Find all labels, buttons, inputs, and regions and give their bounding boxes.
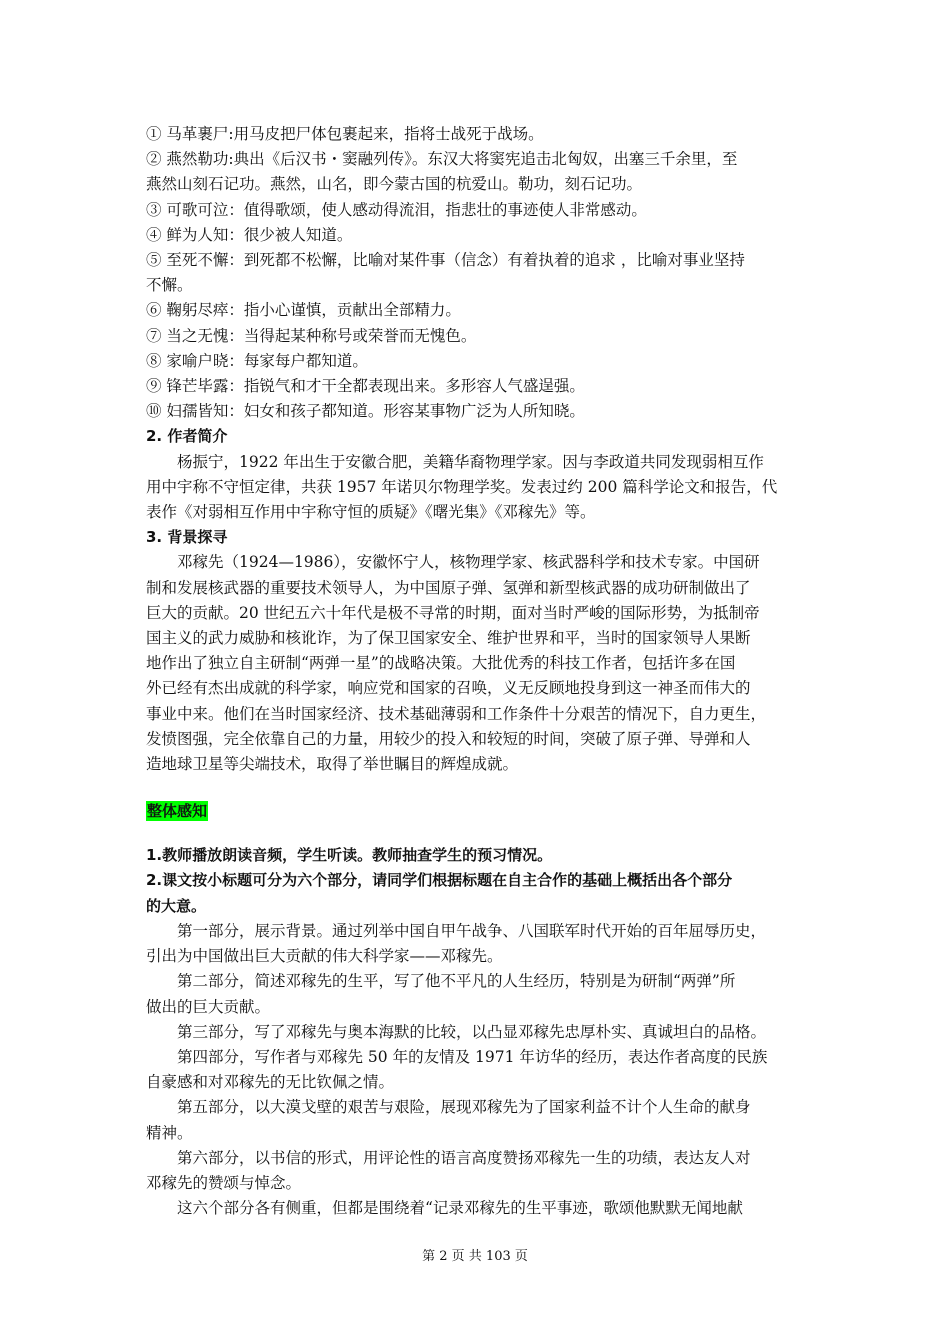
task-2 [146, 868, 818, 918]
background-line: 发愤图强，完全依靠自己的力量，用较少的投入和较短的时间，突破了原子弹、导弹和人 [146, 729, 751, 748]
part-line: 做出的巨大贡献。 [146, 997, 271, 1016]
author-line: 杨振宁，1922 年出生于安徽合肥，美籍华裔物理学家。因与李政道共同发现弱相互作 [177, 452, 764, 471]
glossary-line: 燕然山刻石记功。燕然，山名，即今蒙古国的杭爱山。勒功，刻石记功。 [146, 175, 643, 194]
part-line: 这六个部分各有侧重，但都是围绕着“记录邓稼先的生平事迹，歌颂他默默无闻地献 [177, 1199, 743, 1218]
glossary-line: 不懈。 [146, 276, 193, 295]
part-line: 第五部分，以大漠戈壁的艰苦与艰险，展现邓稼先为了国家利益不计个人生命的献身 [177, 1098, 751, 1117]
parts-list [146, 919, 818, 1221]
part-line: 自豪感和对邓稼先的无比钦佩之情。 [146, 1073, 395, 1092]
part-line: 第三部分，写了邓稼先与奥本海默的比较，以凸显邓稼先忠厚朴实、真诚坦白的品格。 [177, 1022, 767, 1041]
part-paragraph [146, 1146, 818, 1196]
author-heading: 2. 作者简介 [146, 427, 228, 446]
glossary-line: ⑨ 锋芒毕露：指锐气和才干全都表现出来。多形容人气盛逞强。 [146, 377, 585, 396]
part-paragraph [146, 1045, 818, 1095]
glossary-line: ⑤ 至死不懈：到死都不松懈，比喻对某件事（信念）有着执着的追求 ，比喻对事业坚持 [146, 251, 745, 270]
part-line: 第六部分，以书信的形式，用评论性的语言高度赞扬邓稼先一生的功绩，表达友人对 [177, 1148, 751, 1167]
glossary-list [146, 122, 818, 424]
author-line: 用中宇称不守恒定律，共获 1957 年诺贝尔物理学奖。发表过约 200 篇科学论文和报告，代 [146, 477, 778, 496]
background-line: 外已经有杰出成就的科学家，响应党和国家的召唤，义无反顾地投身到这一神圣而伟大的 [146, 679, 751, 698]
background-heading: 3. 背景探寻 [146, 528, 228, 547]
part-paragraph [146, 1196, 818, 1221]
part-line: 第四部分，写作者与邓稼先 50 年的友情及 1971 年访华的经历，表达作者高度的民族 [177, 1047, 768, 1066]
background-line: 巨大的贡献。20 世纪五六十年代是极不寻常的时期，面对当时严峻的国际形势，为抵制帝 [146, 603, 760, 622]
part-line: 第一部分，展示背景。通过列举中国自甲午战争、八国联军时代开始的百年屈辱历史， [177, 921, 767, 940]
glossary-line: ② 燕然勒功:典出《后汉书・窦融列传》。东汉大将窦宪追击北匈奴，出塞三千余里，至 [146, 150, 738, 169]
glossary-line: ⑦ 当之无愧：当得起某种称号或荣誉而无愧色。 [146, 326, 477, 345]
part-paragraph [146, 919, 818, 969]
background-line: 造地球卫星等尖端技术，取得了举世瞩目的辉煌成就。 [146, 755, 519, 774]
glossary-line: ⑩ 妇孺皆知：妇女和孩子都知道。形容某事物广泛为人所知晓。 [146, 402, 585, 421]
background-paragraph [146, 550, 818, 777]
background-line: 事业中来。他们在当时国家经济、技术基础薄弱和工作条件十分艰苦的情况下，自力更生， [146, 704, 767, 723]
author-paragraph [146, 450, 818, 526]
part-paragraph [146, 1020, 818, 1045]
background-line: 国主义的武力威胁和核讹诈，为了保卫国家安全、维护世界和平，当时的国家领导人果断 [146, 629, 751, 648]
glossary-line: ⑧ 家喻户晓：每家每户都知道。 [146, 351, 368, 370]
task-2-line: 的大意。 [146, 896, 207, 915]
glossary-line: ⑥ 鞠躬尽瘁：指小心谨慎，贡献出全部精力。 [146, 301, 461, 320]
task-1: 1.教师播放朗读音频，学生听读。教师抽查学生的预习情况。 [146, 846, 553, 865]
glossary-line: ① 马革裹尸:用马皮把尸体包裹起来，指将士战死于战场。 [146, 125, 544, 143]
background-line: 地作出了独立自主研制“两弹一星”的战略决策。大批优秀的科技工作者，包括许多在国 [146, 654, 736, 673]
part-paragraph [146, 969, 818, 1019]
part-paragraph [146, 1095, 818, 1145]
highlighted-label: 整体感知 [147, 802, 208, 821]
background-line: 制和发展核武器的重要技术领导人，为中国原子弹、氢弹和新型核武器的成功研制做出了 [146, 578, 751, 597]
part-line: 邓稼先的赞颂与悼念。 [146, 1173, 302, 1192]
part-line: 第二部分，简述邓稼先的生平，写了他不平凡的人生经历，特别是为研制“两弹”所 [177, 972, 736, 991]
page-footer: 第 2 页 共 103 页 [422, 1249, 528, 1264]
glossary-line: ④ 鲜为人知：很少被人知道。 [146, 225, 353, 244]
background-line: 邓稼先（1924—1986），安徽怀宁人，核物理学家、核武器科学和技术专家。中国研 [177, 553, 760, 572]
part-line: 引出为中国做出巨大贡献的伟大科学家——邓稼先。 [146, 947, 503, 966]
overall-section-label [146, 801, 818, 821]
author-line: 表作《对弱相互作用中宇称守恒的质疑》《曙光集》《邓稼先》等。 [146, 503, 596, 522]
glossary-line: ③ 可歌可泣：值得歌颂，使人感动得流泪，指悲壮的事迹使人非常感动。 [146, 200, 647, 219]
part-line: 精神。 [146, 1123, 193, 1142]
task-2-line: 2.课文按小标题可分为六个部分，请同学们根据标题在自主合作的基础上概括出各个部分 [146, 871, 733, 890]
